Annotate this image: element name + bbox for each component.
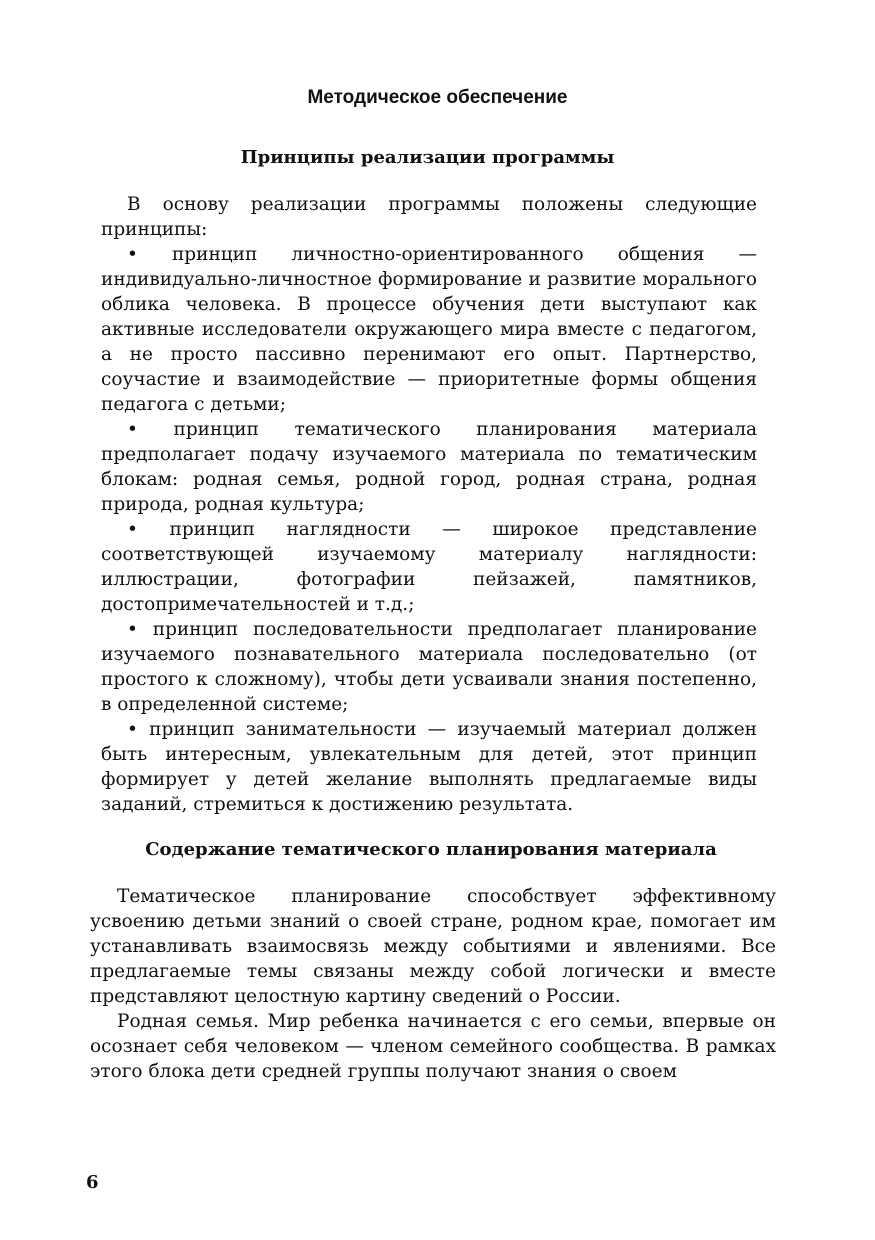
subtitle: Принципы реализации программы — [240, 147, 615, 168]
intro-paragraph: В основу реализации программы положены следующие принципы: — [101, 194, 757, 240]
body-paragraph: Родная семья. Мир ребенка начинается с его семьи, впервые он осознает себя человеком — членом семейного сообщества. В рамках этого блока дети средней группы получают знания о своем — [90, 1011, 776, 1082]
section-heading: Содержание тематического планирования материала — [145, 839, 717, 860]
page-title: Методическое обеспечение — [307, 87, 568, 108]
principle-item: • принцип занимательности — изучаемый материал должен быть интересным, увлекательным для детей, этот принцип формирует у детей желание выполнять предлагаемые виды заданий, стремиться к достижению результата. — [101, 719, 757, 815]
principles-section — [101, 192, 757, 817]
page-number: 6 — [86, 1172, 99, 1193]
principle-item: • принцип последовательности предполагает планирование изучаемого познавательного материала последовательно (от простого к сложному), чтобы дети усваивали знания постепенно, в определенной системе; — [101, 619, 757, 715]
principle-item: • принцип тематического планирования материала предполагает подачу изучаемого материала по тематическим блокам: родная семья, родной город, родная страна, родная природа, родная культура; — [101, 419, 757, 515]
body-paragraph: Тематическое планирование способствует эффективному усвоению детьми знаний о своей стране, родном крае, помогает им устанавливать взаимосвязь между событиями и явлениями. Все предлагаемые темы связаны между собой логически и вместе представляют целостную картину сведений о России. — [90, 886, 776, 1007]
content-section — [90, 884, 776, 1084]
principle-item: • принцип наглядности — широкое представление соответствующей изучаемому материалу наглядности: иллюстрации, фотографии пейзажей, памятников, достопримечательностей и т.д.; — [101, 519, 757, 615]
principle-item: • принцип личностно-ориентированного общения — индивидуально-личностное формирование и развитие морального облика человека. В процессе обучения дети выступают как активные исследователи окружающего мира вместе с педагогом, а не просто пассивно перенимают его опыт. Партнерство, соучастие и взаимодействие — приоритетные формы общения педагога с детьми; — [101, 244, 757, 415]
